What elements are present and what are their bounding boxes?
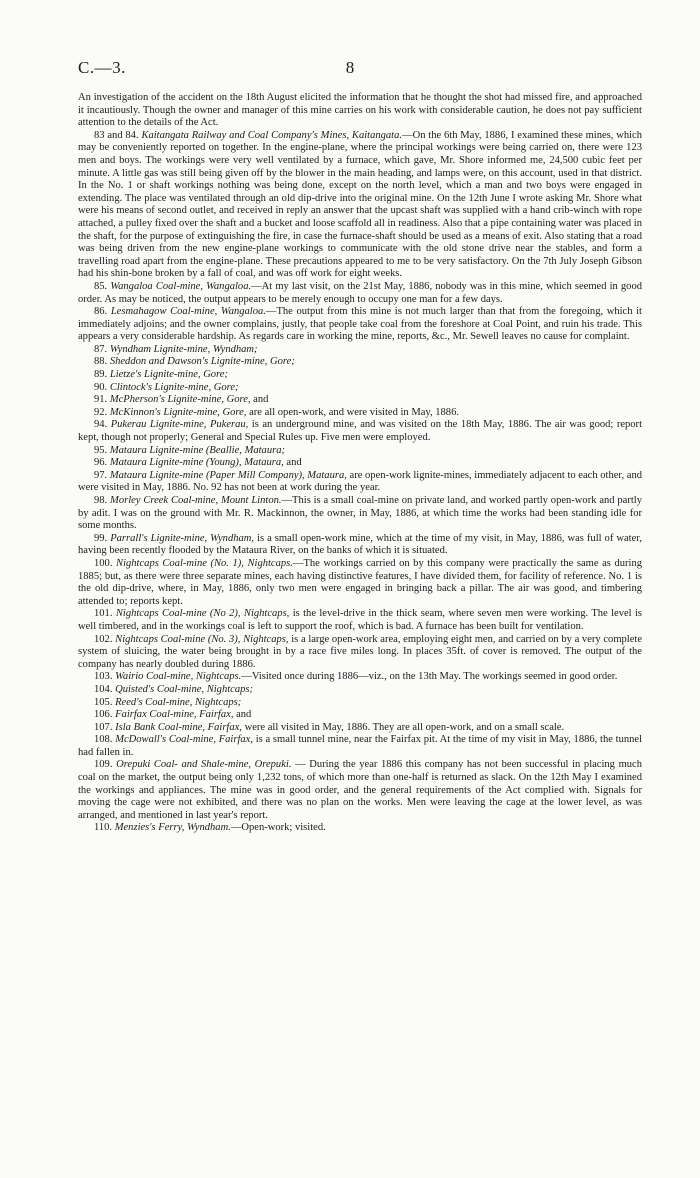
report-paragraph (78, 684, 642, 697)
paragraph-text: —This is a small coal-mine on private land, and worked partly open-work and partly by adit. I was on the ground with Mr. R. Mackinnon, the owner, in May, 1886, at which time the works had been standing idle for some months. (78, 495, 642, 532)
paragraph-text: —The output from this mine is not much larger than that from the foregoing, which it immediately adjoins; and the owner complains, justly, that people take coal from the foreshore at Coal Point, and ruin his trade. This appears a very considerable hardship. As regards care in working the mine, reports, &c., Mr. Sewell leaves no cause for complaint. (78, 306, 642, 343)
paragraph-number: 104. (94, 683, 113, 695)
mine-name: Lesmahagow Coal-mine, Wangaloa. (110, 306, 266, 318)
paragraph-text: —On the 6th May, 1886, I examined these mines, which may be conveniently reported on together. In the engine-plane, where the principal workings were being carried on, there were 123 men and boys. The workings were very well ventilated by a furnace, which gave, Mr. Shore informed me, 24,500 cubic feet per minute. A little gas was still being given off by the blower in the main heading, and lamps were, on this account, used in that district. In the No. 1 or shaft workings nothing was being done, except on the north level, which a man and two boys were engaged in extending. The place was ventilated through an old dip-drive into the original mine. On the 12th June I wrote asking Mr. Shore what were his means of second outlet, and received in reply an answer that the upcast shaft was supplied with a hand crib-winch with rope attached, a pulley fixed over the shaft and a bucket and loose scaffold all in readiness. Also that a pipe containing water was placed in the shaft, for the purpose of extinguishing the fire, in case the furnace-shaft should be used as a means of exit. Also stating that a road was being driven from the new engine-plane workings to communicate with the old stone drive near the stables, and form a travelling road apart from the engine-plane. These precautions appeared to me to be very satisfactory. On the 7th July Joseph Gibson had his shin-bone broken by a fall of coal, and was off work for eight weeks. (78, 129, 643, 280)
mine-name: Sheddon and Dawson's Lignite-mine, Gore; (109, 356, 295, 368)
paragraph-number: 94. (94, 419, 108, 431)
page-header (78, 58, 622, 82)
paragraph-text: is an underground mine, and was visited on the 18th May, 1886. The air was good; report kept, though not properly; General and Special Rules up. Five men were employed. (78, 419, 642, 444)
report-paragraph (78, 130, 642, 281)
paragraph-number: 97. (94, 469, 108, 481)
mine-name: McPherson's Lignite-mine, Gore, (109, 394, 251, 406)
paragraph-text: —The workings carried on by this company were practically the same as during 1885; but, as there were three separate mines, each having distinctive features, I have divided them, for facility of reference. No. 1 is the old dip-drive, where, in May, 1886, only two men were engaged in bringing back a pillar. The air was good, and timbering attended to; reports kept. (78, 557, 643, 607)
paragraph-text: and (283, 457, 302, 469)
report-paragraph (78, 382, 642, 395)
mine-name: Mataura Lignite-mine (Beallie, Mataura; (109, 444, 285, 456)
report-paragraph (78, 822, 642, 835)
report-paragraph (78, 608, 642, 633)
paragraph-number: 109. (94, 759, 113, 771)
paragraph-number: 91. (94, 394, 108, 406)
paragraph-number: 96. (94, 457, 108, 469)
paragraph-number: 102. (94, 633, 113, 645)
report-paragraph (78, 722, 642, 735)
report-paragraph (78, 281, 642, 306)
report-body (78, 92, 642, 835)
paragraph-number: 98. (94, 495, 108, 506)
report-paragraph (78, 634, 642, 672)
mine-name: Mataura Lignite-mine (Paper Mill Company), Mataura, (109, 469, 347, 481)
paragraph-number: 108. (94, 734, 113, 746)
paragraph-text: —At my last visit, on the 21st May, 1886, nobody was in this mine, which seemed in good order. As may be noticed, the output appears to be merely enough to occupy one man for a few days. (78, 280, 642, 305)
paragraph-text: —Open-work; visited. (230, 822, 326, 834)
report-paragraph (78, 734, 642, 759)
mine-name: Wairio Coal-mine, Nightcaps. (115, 671, 242, 683)
paragraph-number: 85. (94, 280, 108, 292)
report-paragraph (78, 407, 642, 420)
paragraph-number: 105. (94, 696, 113, 708)
paragraph-number: 101. (94, 608, 113, 620)
report-paragraph (78, 533, 642, 558)
mine-name: Pukerau Lignite-mine, Pukerau, (110, 419, 249, 431)
mine-name: Morley Creek Coal-mine, Mount Linton. (110, 495, 282, 506)
paragraph-number: 106. (94, 709, 113, 721)
paragraph-number: 88. (94, 356, 108, 368)
mine-name: Clintock's Lignite-mine, Gore; (109, 381, 239, 393)
report-paragraph (78, 709, 642, 722)
paragraph-text: —Visited once during 1886—viz., on the 13th May. The workings seemed in good order. (241, 671, 618, 683)
mine-name: Mataura Lignite-mine (Young), Mataura, (109, 457, 284, 469)
mine-name: Wyndham Lignite-mine, Wyndham; (109, 343, 258, 355)
report-paragraph (78, 671, 642, 684)
paragraph-text: and (250, 394, 269, 406)
report-paragraph (78, 495, 642, 533)
mine-name: Lietze's Lignite-mine, Gore; (109, 369, 228, 381)
report-paragraph (78, 419, 642, 444)
paragraph-number: 86. (94, 306, 108, 318)
mine-name: Quisted's Coal-mine, Nightcaps; (115, 683, 254, 695)
paragraph-text: were all visited in May, 1886. They are all open-work, and on a small scale. (241, 721, 565, 733)
report-paragraph (78, 306, 642, 344)
report-paragraph (78, 394, 642, 407)
report-paragraph (78, 457, 642, 470)
mine-name: Nightcaps Coal-mine (No. 1), Nightcaps. (116, 557, 293, 569)
report-paragraph (78, 92, 642, 130)
mine-name: Isla Bank Coal-mine, Fairfax, (115, 721, 242, 733)
paragraph-text: is the level-drive in the thick seam, where seven men were working. The level is well timbered, and in the workings coal is left to support the roof, which is bad. A furnace has been built for ventilation. (78, 608, 643, 632)
paragraph-number: 83 and 84. (94, 129, 139, 141)
paragraph-number: 103. (94, 671, 113, 683)
paragraph-text: is a large open-work area, employing eight men, and carried on by a very complete system of sluicing, the water being brought in by a race five miles long. In places 35ft. of cover is removed. The output of the company has nearly doubled during 1886. (78, 633, 643, 670)
paragraph-number: 107. (94, 721, 113, 733)
paragraph-number: 95. (94, 444, 108, 456)
paragraph-text: and (233, 709, 252, 721)
paragraph-text: is a small open-work mine, which at the time of my visit, in May, 1886, was full of water, having been recently flooded by the Mataura River, on the banks of which it is situated. (78, 532, 642, 557)
mine-name: McDowall's Coal-mine, Fairfax, (115, 734, 253, 746)
paragraph-text: — During the year 1886 this company has not been successful in placing much coal on the market, the output being only 1,232 tons, of which more than one-half is returned as slack. On the 12th May I examined the workings and appliances. The mine was in good order, and the general requirements of the Act complied with. Signals for moving the cage were not exhibited, and there was no plan on the works. Men were leaving the cage at the lower level, as was arranged, and mentioned in last year's report. (78, 759, 643, 821)
paragraph-number: 90. (94, 381, 108, 393)
paragraph-number: 99. (94, 532, 108, 544)
mine-name: Wangaloa Coal-mine, Wangaloa. (110, 280, 252, 292)
mine-name: Reed's Coal-mine, Nightcaps; (115, 696, 242, 708)
paragraph-text: are open-work lignite-mines, immediately adjacent to each other, and were visited in May, 1886. No. 92 has not been at work during the year. (78, 469, 643, 494)
paragraph-text: are all open-work, and were visited in May, 1886. (246, 406, 459, 418)
mine-name: Menzies's Ferry, Wyndham. (114, 822, 231, 834)
mine-name: Parrall's Lignite-mine, Wyndham, (110, 532, 255, 544)
report-paragraph (78, 558, 642, 608)
mine-name: Kaitangata Railway and Coal Company's Mines, Kaitangata. (141, 129, 403, 141)
paragraph-number: 100. (94, 557, 113, 569)
report-paragraph (78, 445, 642, 458)
paragraph-number: 87. (94, 343, 108, 355)
paragraph-number: 89. (94, 369, 108, 381)
report-paragraph (78, 697, 642, 710)
report-paragraph (78, 759, 642, 822)
report-paragraph (78, 344, 642, 357)
paragraph-number: 92. (94, 406, 108, 418)
mine-name: Nightcaps Coal-mine (No 2), Nightcaps, (115, 608, 290, 620)
page-number: 8 (345, 58, 355, 77)
document-id: C.—3. (78, 58, 126, 77)
mine-name: Fairfax Coal-mine, Fairfax, (115, 709, 234, 721)
mine-name: McKinnon's Lignite-mine, Gore, (109, 406, 247, 418)
mine-name: Orepuki Coal- and Shale-mine, Orepuki. (116, 759, 292, 771)
paragraph-number: 110. (94, 822, 113, 834)
mine-name: Nightcaps Coal-mine (No. 3), Nightcaps, (115, 633, 289, 645)
paragraph-text: is a small tunnel mine, near the Fairfax pit. At the time of my visit in May, 1886, the tunnel had fallen in. (78, 734, 642, 758)
report-paragraph (78, 356, 642, 369)
report-paragraph (78, 369, 642, 382)
paragraph-text: An investigation of the accident on the 18th August elicited the information that he thought the shot had missed fire, and approached it incautiously. Though the owner and manager of this mine carries on his work with considerable caution, he does not pay sufficient attention to the details of the Act. (78, 92, 642, 129)
report-paragraph (78, 470, 642, 495)
